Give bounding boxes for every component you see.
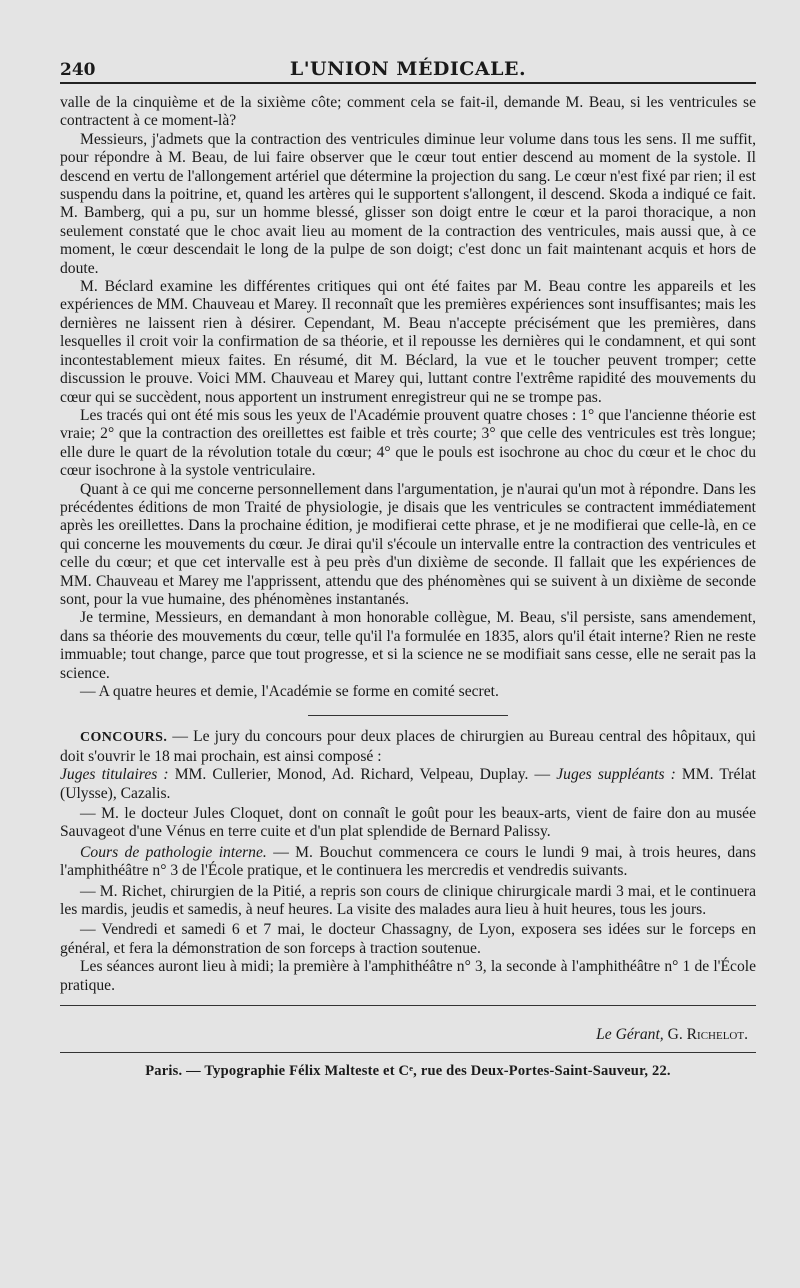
- section-divider: [308, 715, 508, 716]
- concours-label: CONCOURS.: [80, 730, 168, 746]
- header-rule: [60, 82, 756, 84]
- concours-paragraph: [60, 728, 756, 766]
- paragraph-4: Les tracés qui ont été mis sous les yeux de l'Académie prouvent quatre choses : 1° que l'ancienne théorie est vraie; 2° que la contraction des oreillettes est faible et très courte; 3° que celle des ventricules est très longue; elle dure le quart de la révolution totale du cœur; 4° que le pouls est isochrone au choc du cœur et le choc du cœur isochrone à la systole ventriculaire.: [60, 406, 756, 480]
- signature-label: Le Gérant,: [596, 1026, 664, 1044]
- signature: [60, 1026, 756, 1044]
- footer-rule: [60, 1052, 756, 1053]
- signature-rule: [60, 1005, 756, 1006]
- paragraph-6: Je termine, Messieurs, en demandant à mon honorable collègue, M. Beau, s'il persiste, sans amendement, dans sa théorie des mouvements du cœur, telle qu'il l'a formulée en 1835, alors qu'il était interne? Rien ne reste immuable; tout change, parce que tout progresse, et si la science ne se modifiait sans cesse, elle ne serait pas la science.: [60, 609, 756, 682]
- running-header: [60, 52, 756, 82]
- signature-name: G. Richelot.: [667, 1026, 748, 1044]
- paragraph-2: Messieurs, j'admets que la contraction des ventricules diminue leur volume dans tous les sens. Il me suffit, pour répondre à M. Beau, de lui faire observer que le cœur tout entier descend au moment de la systole. Il descend en vertu de l'allongement artériel que détermine la projection du sang. Le cœur n'est fixé par rien; il est suspendu dans la poitrine, et, quand les artères qui le supportent s'allongent, il descend. Skoda a indiqué ce fait. M. Bamberg, qui a pu, sur un homme blessé, glisser son doigt entre le cœur et la paroi thoracique, a non seulement constaté que le choc avait lieu au moment de la contraction des ventricules, mais aussi que, à ce moment, le cœur descendait le long de la pulpe de son doigt; c'est donc un fait maintenant acquis et hors de doute.: [60, 130, 756, 277]
- juges-suppleants-label: Juges suppléants :: [556, 766, 676, 784]
- journal-title: L'UNION MÉDICALE.: [289, 58, 527, 80]
- cours-text: — M. Bouchut commencera ce cours le lundi 9 mai, à trois heures, dans l'amphithéâtre n° 3 de l'École pratique, et le continuera les mercredis et vendredis suivants.: [60, 843, 756, 880]
- juges-paragraph: [60, 766, 756, 803]
- concours-text: — Le jury du concours pour deux places de chirurgien au Bureau central des hôpitaux, qui doit s'ouvrir le 18 mai prochain, est ainsi composé :: [60, 728, 756, 765]
- seances-paragraph: Les séances auront lieu à midi; la première à l'amphithéâtre n° 3, la seconde à l'amphithéâtre n° 1 de l'École pratique.: [60, 958, 756, 994]
- paragraph-5: Quant à ce qui me concerne personnellement dans l'argumentation, je n'aurai qu'un mot à répondre. Dans les précédentes éditions de mon Traité de physiologie, je disais que les ventricules se contractent immédiatement après les oreillettes. Dans la prochaine édition, je modifierai cette phrase, et je ne modifierai que celle-là, en ce qui concerne les mouvements du cœur. Je dirai qu'il s'écoule un intervalle entre la contraction des ventricules et celle du cœur; et que cet intervalle est à peu près d'un dixième de seconde. Il fallait que les expériences de MM. Chauveau et Marey me l'apprissent, attendu que des phénomènes qui se suivent à un dixième de seconde sont, pour la vue humaine, des phénomènes instantanés.: [60, 480, 756, 608]
- printer-imprint: Paris. — Typographie Félix Malteste et Cᵉ, rue des Deux-Portes-Saint-Sauveur, 22.: [145, 1063, 671, 1080]
- article-body: [60, 94, 756, 995]
- cloquet-paragraph: — M. le docteur Jules Cloquet, dont on connaît le goût pour les beaux-arts, vient de faire don au musée Sauvageot d'une Vénus en terre cuite et d'un plat splendide de Bernard Palissy.: [60, 805, 756, 841]
- page-number: 240: [60, 60, 96, 80]
- richet-paragraph: — M. Richet, chirurgien de la Pitié, a repris son cours de clinique chirurgicale mardi 3 mai, et le continuera les mardis, jeudis et samedis, à neuf heures. La visite des malades aura lieu à huit heures, tous les jours.: [60, 882, 756, 919]
- paragraph-3: M. Béclard examine les différentes critiques qui ont été faites par M. Beau contre les appareils et les expériences de MM. Chauveau et Marey. Il reconnaît que les premières expériences sont insuffisantes; mais les dernières ne laissent rien à désirer. Cependant, M. Beau n'accepte précisément que les premières, dans lesquelles il croit voir la confirmation de sa théorie, et il repousse les dernières qui le condamnent, et qui sont incontestablement mieux faites. En résumé, dit M. Béclard, la vue et le toucher peuvent tromper; cette discussion le prouve. Voici MM. Chauveau et Marey qui, luttant contre l'extrême rapidité des mouvements du cœur qui se succèdent, nous apportent un instrument enregistreur qui ne se trompe pas.: [60, 278, 756, 406]
- juges-titulaires-text: MM. Cullerier, Monod, Ad. Richard, Velpeau, Duplay. —: [168, 766, 557, 784]
- paragraph-1: valle de la cinquième et de la sixième côte; comment cela se fait-il, demande M. Beau, si les ventricules se contractent à ce moment-là?: [60, 94, 756, 130]
- juges-suppleants-text: MM. Trélat (Ulysse), Cazalis.: [60, 766, 757, 802]
- cours-label: Cours de pathologie interne.: [80, 843, 267, 861]
- juges-titulaires-label: Juges titulaires :: [60, 766, 169, 784]
- cours-paragraph: [60, 844, 756, 881]
- chassagny-paragraph: — Vendredi et samedi 6 et 7 mai, le docteur Chassagny, de Lyon, exposera ses idées sur le forceps en général, et fera la démonstration de son forceps à traction soutenue.: [60, 921, 756, 957]
- paragraph-7: — A quatre heures et demie, l'Académie se forme en comité secret.: [80, 683, 499, 700]
